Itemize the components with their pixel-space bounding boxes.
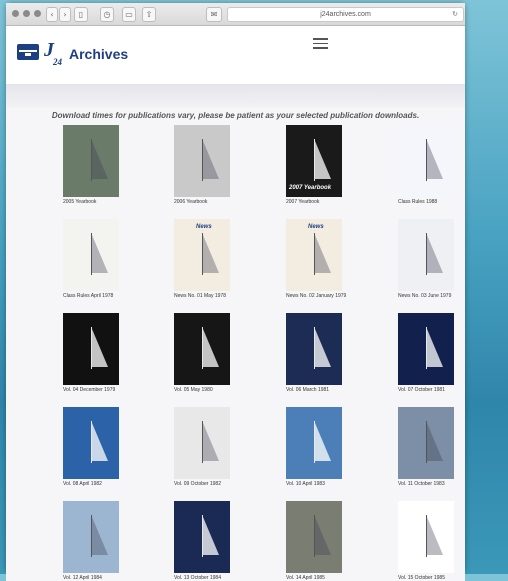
sailboat-sail-icon — [427, 423, 443, 461]
publication-cover[interactable] — [63, 407, 119, 479]
reload-icon[interactable]: ↻ — [452, 10, 458, 18]
browser-window — [6, 3, 465, 581]
header-divider — [6, 84, 465, 108]
share-icon[interactable]: ⇧ — [142, 7, 156, 22]
publication-cover[interactable] — [174, 125, 230, 197]
publication-caption[interactable]: News No. 03 June 1979 — [398, 293, 452, 299]
publication-caption[interactable]: Class Rules 1988 — [398, 199, 438, 205]
minimize-window-icon[interactable] — [23, 10, 30, 17]
sailboat-sail-icon — [315, 235, 331, 273]
sidebar-icon[interactable]: ▯ — [74, 7, 88, 22]
publication-cover[interactable] — [174, 313, 230, 385]
publication-caption[interactable]: 2005 Yearbook — [63, 199, 97, 205]
close-window-icon[interactable] — [12, 10, 19, 17]
publication-caption[interactable]: Vol. 06 March 1981 — [286, 387, 330, 393]
sailboat-sail-icon — [203, 517, 219, 555]
publication-cover[interactable] — [398, 501, 454, 573]
site-title[interactable]: Archives — [69, 46, 129, 62]
sailboat-sail-icon — [92, 235, 108, 273]
publication-cover[interactable] — [398, 313, 454, 385]
address-bar[interactable] — [227, 7, 464, 22]
forward-icon[interactable]: › — [59, 7, 71, 22]
publication-cover[interactable] — [286, 313, 342, 385]
publication-cover[interactable] — [286, 219, 342, 291]
url-text: j24archives.com — [320, 11, 371, 18]
sailboat-sail-icon — [203, 329, 219, 367]
back-icon[interactable]: ‹ — [46, 7, 58, 22]
logo-letter: J — [44, 39, 54, 61]
publication-caption[interactable]: Vol. 14 April 1985 — [286, 575, 325, 581]
sailboat-sail-icon — [203, 423, 219, 461]
sailboat-sail-icon — [427, 329, 443, 367]
sailboat-sail-icon — [92, 517, 108, 555]
publication-cover[interactable] — [398, 219, 454, 291]
sailboat-sail-icon — [427, 235, 443, 273]
publication-caption[interactable]: Vol. 11 October 1983 — [398, 481, 445, 487]
publication-caption[interactable]: 2006 Yearbook — [174, 199, 208, 205]
publication-caption[interactable]: Vol. 10 April 1983 — [286, 481, 325, 487]
publication-caption[interactable]: Vol. 15 October 1985 — [398, 575, 445, 581]
logo-number: 24 — [53, 57, 62, 67]
sailboat-sail-icon — [315, 423, 331, 461]
publication-caption[interactable]: Vol. 13 October 1984 — [174, 575, 221, 581]
publication-cover[interactable] — [63, 313, 119, 385]
sailboat-sail-icon — [92, 423, 108, 461]
publication-cover[interactable] — [63, 219, 119, 291]
publication-caption[interactable]: Class Rules April 1978 — [63, 293, 114, 299]
mail-icon[interactable]: ✉ — [206, 7, 222, 22]
publication-caption[interactable]: Vol. 04 December 1979 — [63, 387, 116, 393]
publication-cover[interactable] — [398, 407, 454, 479]
publication-cover[interactable] — [63, 125, 119, 197]
publication-caption[interactable]: Vol. 07 October 1981 — [398, 387, 445, 393]
publication-cover[interactable] — [398, 125, 454, 197]
site-header — [6, 26, 465, 84]
archive-box-icon[interactable] — [17, 44, 39, 60]
publication-caption[interactable]: Vol. 12 April 1984 — [63, 575, 102, 581]
cover-title: 2007 Yearbook — [289, 185, 332, 191]
sailboat-sail-icon — [427, 141, 443, 179]
publication-caption[interactable]: Vol. 09 October 1982 — [174, 481, 221, 487]
cover-title: News — [308, 224, 324, 230]
history-icon[interactable]: ◷ — [100, 7, 114, 22]
archive-content — [6, 108, 465, 581]
sailboat-sail-icon — [427, 517, 443, 555]
j24-logo[interactable] — [44, 39, 62, 67]
publication-cover[interactable] — [63, 501, 119, 573]
publication-caption[interactable]: 2007 Yearbook — [286, 199, 320, 205]
publication-cover[interactable] — [286, 125, 342, 197]
hamburger-menu-icon[interactable] — [313, 38, 328, 48]
zoom-window-icon[interactable] — [34, 10, 41, 17]
publication-cover[interactable] — [174, 219, 230, 291]
sailboat-sail-icon — [92, 141, 108, 179]
print-icon[interactable]: ▭ — [122, 7, 136, 22]
publication-cover[interactable] — [174, 407, 230, 479]
publication-caption[interactable]: Vol. 08 April 1982 — [63, 481, 102, 487]
sailboat-sail-icon — [315, 141, 331, 179]
publication-caption[interactable]: News No. 02 January 1979 — [286, 293, 347, 299]
publication-cover[interactable] — [174, 501, 230, 573]
cover-title: News — [196, 224, 212, 230]
publication-caption[interactable]: News No. 01 May 1978 — [174, 293, 226, 299]
sailboat-sail-icon — [315, 517, 331, 555]
sailboat-sail-icon — [203, 235, 219, 273]
sailboat-sail-icon — [203, 141, 219, 179]
sailboat-sail-icon — [92, 329, 108, 367]
publication-cover[interactable] — [286, 501, 342, 573]
publication-caption[interactable]: Vol. 05 May 1980 — [174, 387, 213, 393]
publication-cover[interactable] — [286, 407, 342, 479]
sailboat-sail-icon — [315, 329, 331, 367]
browser-toolbar — [6, 3, 465, 26]
download-notice: Download times for publications vary, please be patient as your selected publication downloads. — [51, 111, 420, 120]
